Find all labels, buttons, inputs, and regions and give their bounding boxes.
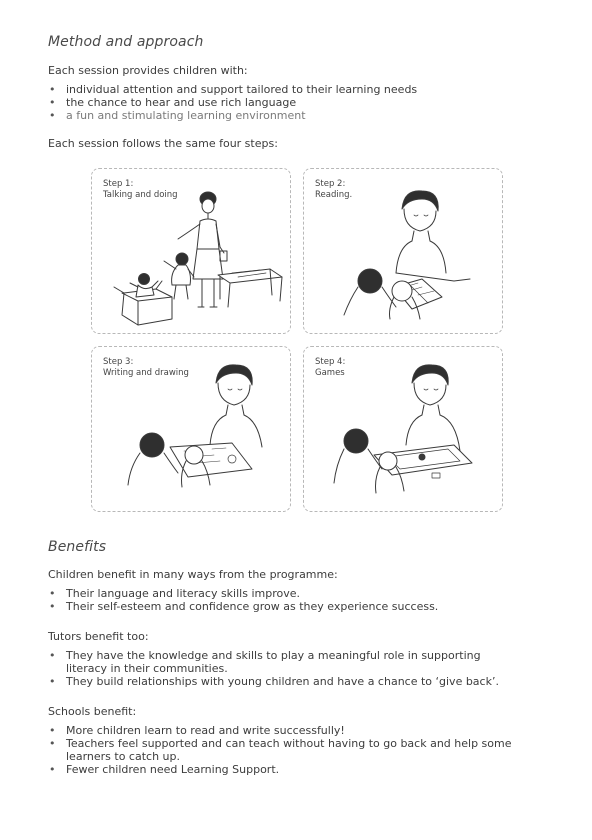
tutors-intro: Tutors benefit too: [48,630,149,643]
step-1-card [91,168,291,334]
list-item: • Their self-esteem and confidence grow as they experience success. [48,600,518,613]
step-3-card [91,346,291,512]
step-1-number: Step 1: [103,179,134,189]
list-item: • Fewer children need Learning Support. [48,763,518,776]
list-item: • individual attention and support tailored to their learning needs [48,83,518,96]
step-4-card [303,346,503,512]
step-4-number: Step 4: [315,357,346,367]
list-item: • They have the knowledge and skills to play a meaningful role in supporting literacy in their communities. [48,649,518,675]
method-bullet-list [48,83,518,122]
step-3-number: Step 3: [103,357,134,367]
children-intro: Children benefit in many ways from the programme: [48,568,338,581]
step-2-label: Reading. [315,190,353,200]
step-4-title [315,357,345,379]
steps-intro: Each session follows the same four steps: [48,137,278,150]
schools-bullet-list [48,724,518,776]
step-2-card [303,168,503,334]
method-intro: Each session provides children with: [48,64,248,77]
list-item: • the chance to hear and use rich language [48,96,518,109]
step-1-label: Talking and doing [103,190,178,200]
step-1-title [103,179,178,201]
benefits-heading: Benefits [48,539,107,555]
children-bullet-list [48,587,518,613]
step-3-label: Writing and drawing [103,368,189,378]
step-3-title [103,357,189,379]
list-item: • Their language and literacy skills improve. [48,587,518,600]
method-heading: Method and approach [48,34,204,50]
list-item: • Teachers feel supported and can teach without having to go back and help some learners to catch up. [48,737,518,763]
step-4-label: Games [315,368,345,378]
schools-intro: Schools benefit: [48,705,137,718]
tutors-bullet-list [48,649,518,688]
step-2-title [315,179,352,201]
list-item: • They build relationships with young children and have a chance to ‘give back’. [48,675,518,688]
list-item: • a fun and stimulating learning environment [48,109,518,122]
step-2-number: Step 2: [315,179,346,189]
list-item: • More children learn to read and write successfully! [48,724,518,737]
